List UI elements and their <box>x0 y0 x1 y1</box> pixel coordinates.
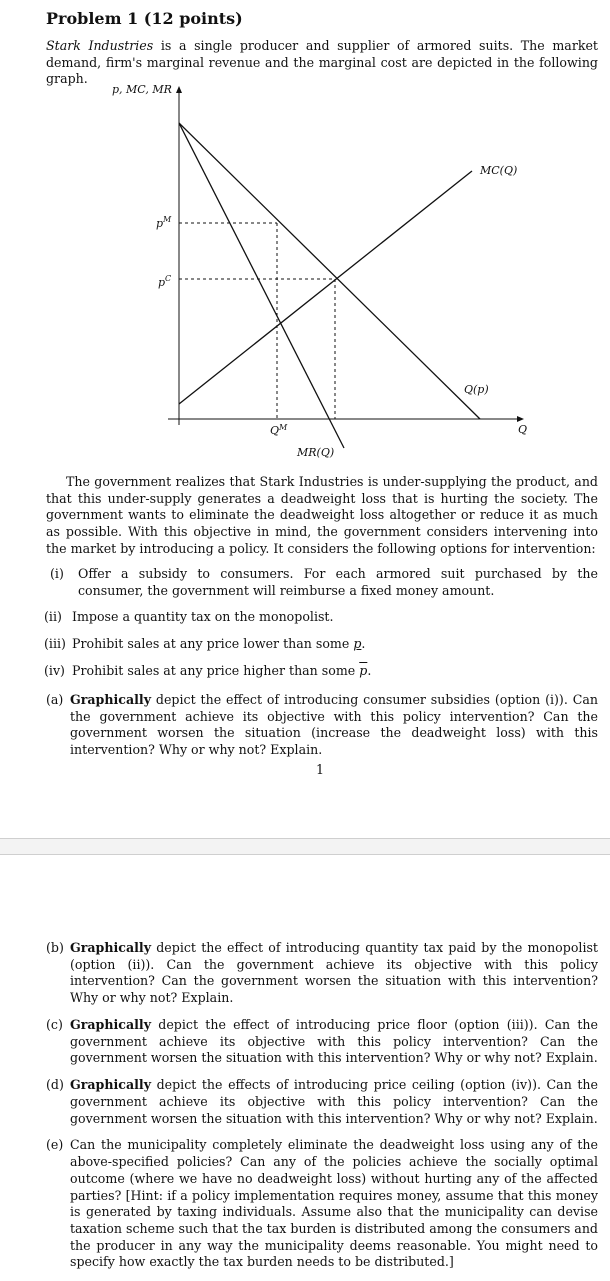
page-gap <box>0 839 610 854</box>
marginal-cost-curve <box>179 171 472 404</box>
x-axis-label: Q <box>518 423 528 436</box>
mc-curve-label: MC(Q) <box>480 164 518 177</box>
option-item: (i) Offer a subsidy to consumers. For each armored suit purchased by the consumer, the government will reimburse a fixed money amount. <box>50 566 598 598</box>
question-parts-page-two <box>46 940 598 1281</box>
question-part-c: (c) Graphically depict the effect of introducing price floor (option (iii)). Can the government achieve its objective with this policy intervention? Can the government worsen the situation with this intervention? Why or why not? Explain. <box>46 1016 598 1066</box>
monopoly-graph <box>100 80 540 460</box>
problem-title: Problem 1 (12 points) <box>46 9 243 28</box>
marginal-revenue-curve <box>179 123 344 448</box>
intro-text: is a single producer and supplier of armored suits. The market demand, firm's marginal revenue and the marginal cost are depicted in the following graph. <box>46 38 598 87</box>
qm-label: $Q^M$ <box>270 423 288 437</box>
pm-label: $p^M$ <box>156 215 172 230</box>
page-number: 1 <box>315 762 324 777</box>
demand-curve-label: Q(p) <box>464 383 489 396</box>
question-part-b: (b) Graphically depict the effect of introducing quantity tax paid by the monopolist (option (ii)). Can the government achieve its objective with this policy intervention? Can the government worsen the situation with this intervention? Why or why not? Explain. <box>46 940 598 1006</box>
question-part-d: (d) Graphically depict the effects of introducing price ceiling (option (iv)). Can the government achieve its objective with this policy intervention? Can the government worsen the situation with this intervention? Why or why not? Explain. <box>46 1077 598 1126</box>
company-name: Stark Industries <box>46 38 154 53</box>
option-item: (iii) Prohibit sales at any price lower than some p. <box>44 636 366 652</box>
pc-label: $p^C$ <box>158 274 172 289</box>
question-parts-page-one <box>46 692 598 769</box>
demand-curve <box>179 123 480 419</box>
question-part-e: (e) Can the municipality completely eliminate the deadweight loss using any of the above-specified policies? Can any of the policies achieve the socially optimal outcome (where we have no deadweight loss) without hurting any of the affected parties? [Hint: if a policy implementation requires money, assume that this money is generated by taxing individuals. Assume also that the municipality can devise taxation scheme such that the tax burden is distributed among the consumers and the producer in any way the municipality deems reasonable. You might need to specify how exactly the tax burden needs to be distributed.] <box>46 1137 598 1270</box>
y-axis-label: p, MC, MR <box>112 83 172 96</box>
question-part-a: (a) Graphically depict the effect of introducing consumer subsidies (option (i)). Can the government achieve its objective with this policy intervention? Can the government worsen the situation (increase the deadweight loss) with this intervention? Why or why not? Explain. <box>46 692 598 758</box>
price-floor-symbol: p <box>353 636 362 652</box>
government-paragraph: The government realizes that Stark Industries is under-supplying the product, and that this under-supply generates a deadweight loss that is hurting the society. The government wants to eliminate the deadweight loss altogether or reduce it as much as possible. With this objective in mind, the government considers intervening into the market by introducing a policy. It considers the following options for intervention: <box>46 474 598 556</box>
mr-curve-label: MR(Q) <box>297 446 335 459</box>
page-two <box>0 855 610 1274</box>
intervention-options <box>46 566 598 690</box>
price-ceiling-symbol: $\overline{p}$ <box>359 662 368 678</box>
option-item: (ii) Impose a quantity tax on the monopolist. <box>44 609 334 625</box>
option-item: (iv) Prohibit sales at any price higher than some $\overline{p}$. <box>44 662 372 678</box>
y-axis-arrow <box>176 86 182 93</box>
x-axis-arrow <box>517 416 524 422</box>
